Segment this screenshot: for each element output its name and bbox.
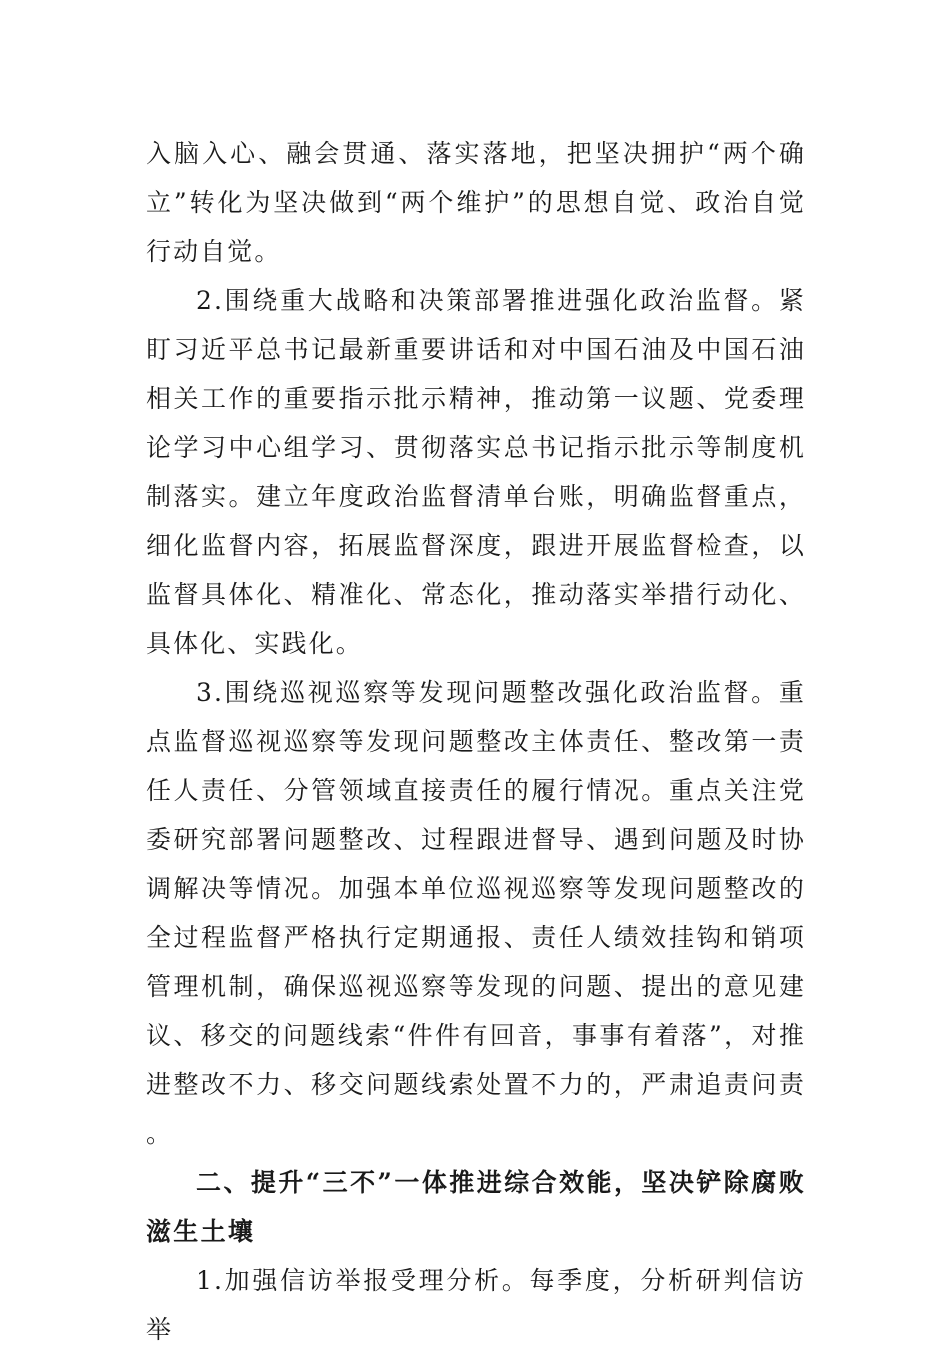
paragraph-political-supervision-strategy: 2.围绕重大战略和决策部署推进强化政治监督。紧盯习近平总书记最新重要讲话和对中国石油及中国石油相关工作的重要指示批示精神，推动第一议题、党委理论学习中心组学习、贯彻落实总书记指示批示等制度机制落实。建立年度政治监督清单台账，明确监督重点，细化监督内容，拓展监督深度，跟进开展监督检查，以监督具体化、精准化、常态化，推动落实举措行动化、具体化、实践化。 (146, 286, 806, 658)
document-body (146, 129, 806, 1354)
paragraph-inspection-rectification: 3.围绕巡视巡察等发现问题整改强化政治监督。重点监督巡视巡察等发现问题整改主体责任、整改第一责任人责任、分管领域直接责任的履行情况。重点关注党委研究部署问题整改、过程跟进督导、遇到问题及时协调解决等情况。加强本单位巡视巡察等发现问题整改的全过程监督严格执行定期通报、责任人绩效挂钩和销项管理机制，确保巡视巡察等发现的问题、提出的意见建议、移交的问题线索“件件有回音，事事有着落”，对推进整改不力、移交问题线索处置不力的，严肃追责问责。 (146, 678, 806, 1148)
paragraph-continuation: 入脑入心、融会贯通、落实落地，把坚决拥护“两个确立”转化为坚决做到“两个维护”的思想自觉、政治自觉行动自觉。 (146, 139, 806, 266)
section-heading: 二、提升“三不”一体推进综合效能，坚决铲除腐败滋生土壤 (146, 1168, 806, 1246)
paragraph-petition-analysis: 1.加强信访举报受理分析。每季度，分析研判信访举 (146, 1266, 806, 1344)
